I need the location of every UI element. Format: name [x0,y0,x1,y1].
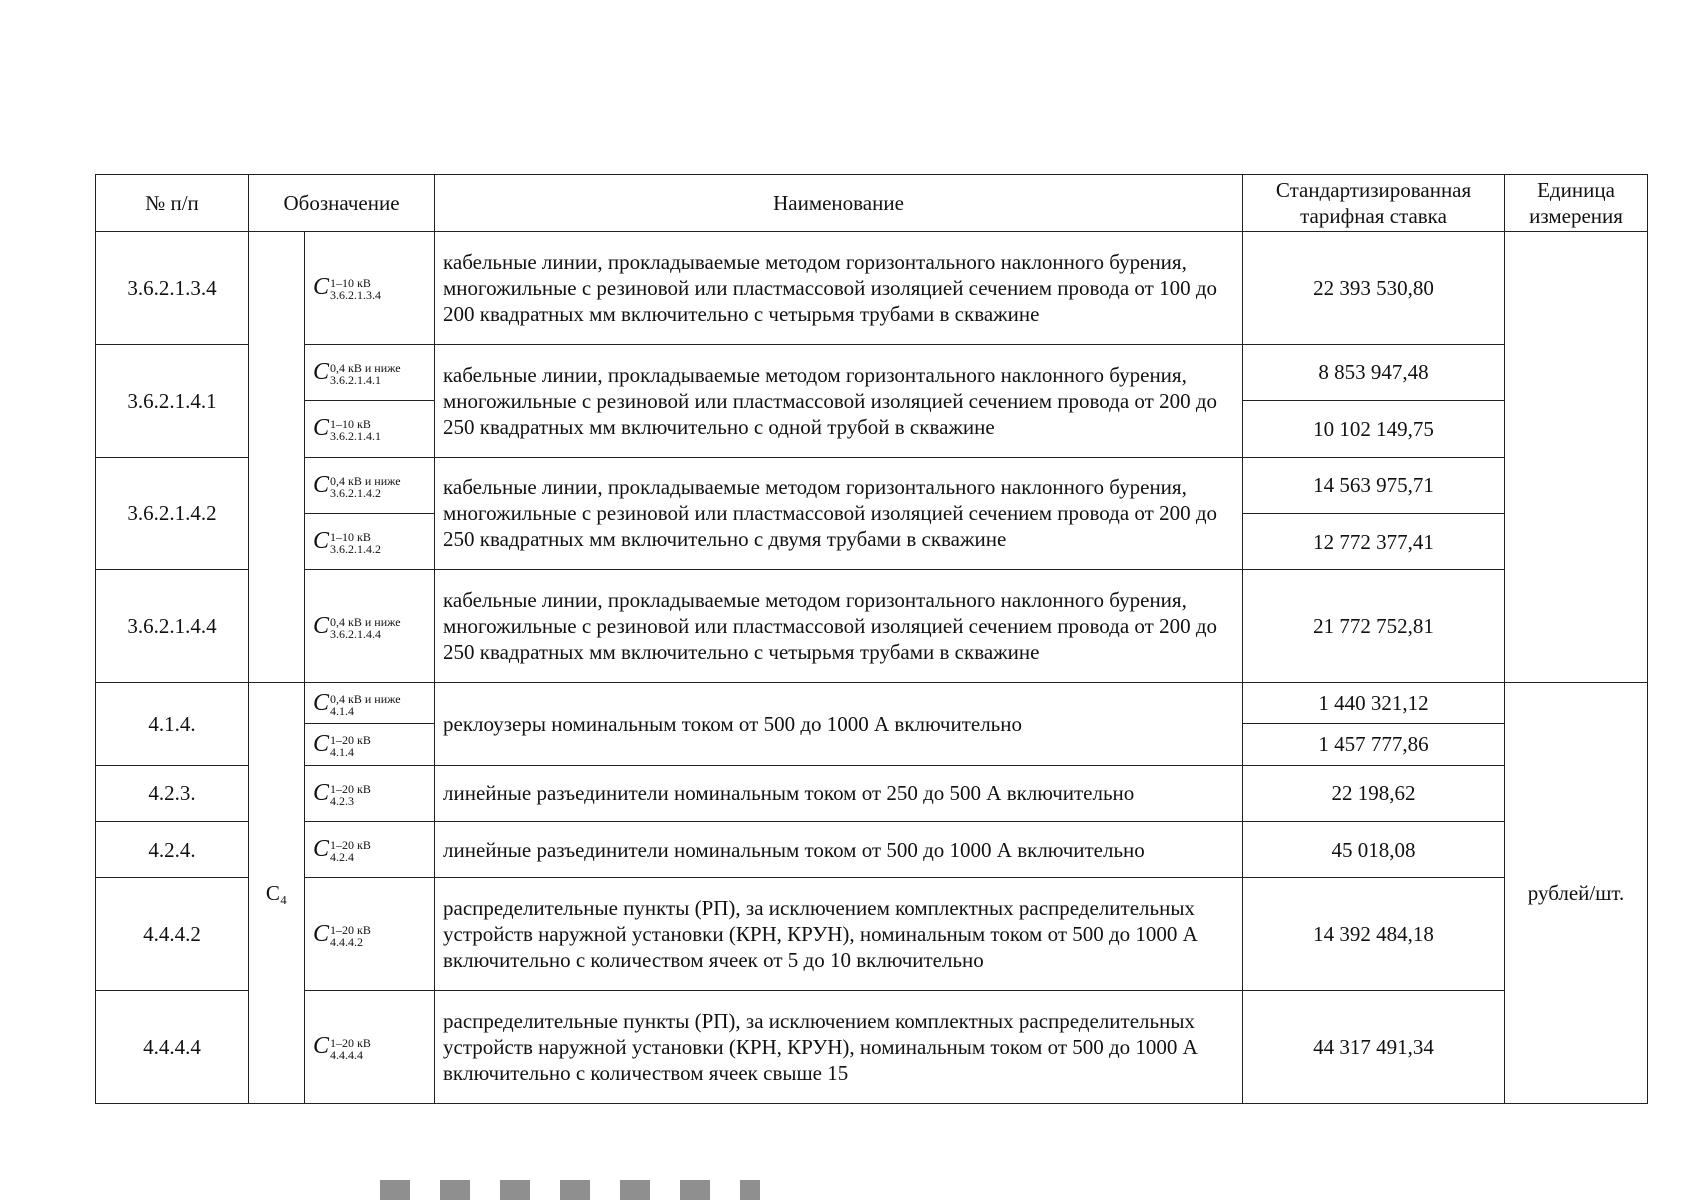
code-symbol: C [313,836,330,863]
item-name: линейные разъединители номинальным током от 500 до 1000 А включительно [435,821,1243,877]
code-superscript: 1–20 кВ [330,1035,371,1050]
designation-code [305,344,435,400]
table-body [96,232,1648,1104]
code-symbol: C [313,528,330,555]
tariff-rate: 45 018,08 [1243,821,1505,877]
item-name: кабельные линии, прокладываемые методом горизонтального наклонного бурения, многожильные с резиновой или пластмассовой изоляцией сечением провода от 200 до 250 квадратных мм включительно с четырьмя трубами в скважине [435,570,1243,683]
designation-code [305,821,435,877]
item-name: распределительные пункты (РП), за исключением комплектных распределительных устройств наружной установки (КРН, КРУН), номинальным током от 500 до 1000 А включительно с количеством ячеек свыше 15 [435,991,1243,1104]
table-row [96,765,1648,821]
code-indices [330,924,371,948]
code-indices [330,531,381,555]
code-symbol: C [313,612,330,639]
header-designation: Обозначение [249,175,435,232]
code-subscript: 4.4.4.2 [330,934,364,949]
code-superscript: 1–20 кВ [330,781,371,796]
code-superscript: 0,4 кВ и ниже [330,691,401,706]
tariff-rate: 8 853 947,48 [1243,344,1505,400]
item-name: реклоузеры номинальным током от 500 до 1000 А включительно [435,683,1243,765]
designation-code [305,232,435,345]
code-symbol: C [313,1033,330,1060]
tariff-rate: 14 563 975,71 [1243,457,1505,513]
tariff-rate: 44 317 491,34 [1243,991,1505,1104]
code-subscript: 3.6.2.1.4.2 [330,542,382,557]
tariff-rate: 1 440 321,12 [1243,683,1505,724]
table-row [96,570,1648,683]
code-indices [330,783,371,807]
tariff-rate: 14 392 484,18 [1243,878,1505,991]
table-row [96,232,1648,345]
row-number: 4.2.4. [96,821,249,877]
code-superscript: 0,4 кВ и ниже [330,361,401,376]
code-superscript: 1–20 кВ [330,922,371,937]
unit-value: рублей/шт. [1505,683,1648,1104]
code-subscript: 4.1.4 [330,745,355,760]
table-row [96,344,1648,400]
row-number: 3.6.2.1.4.2 [96,457,249,570]
header-num: № п/п [96,175,249,232]
code-subscript: 3.6.2.1.4.4 [330,626,382,641]
code-subscript: 3.6.2.1.4.1 [330,429,382,444]
code-subscript: 3.6.2.1.4.2 [330,485,382,500]
tariff-table [95,174,1648,1104]
code-symbol: C [313,358,330,385]
code-superscript: 1–20 кВ [330,733,371,748]
row-number: 4.1.4. [96,683,249,765]
tariff-rate: 12 772 377,41 [1243,513,1505,569]
group-cell-c4: C₄ [249,683,305,1104]
designation-code [305,457,435,513]
row-number: 3.6.2.1.3.4 [96,232,249,345]
code-indices [330,734,371,758]
code-indices [330,839,371,863]
row-number: 3.6.2.1.4.1 [96,344,249,457]
row-number: 3.6.2.1.4.4 [96,570,249,683]
code-symbol: C [313,415,330,442]
row-number: 4.2.3. [96,765,249,821]
item-name: распределительные пункты (РП), за исключением комплектных распределительных устройств наружной установки (КРН, КРУН), номинальным током от 500 до 1000 А включительно с количеством ячеек от 5 до 10 включительно [435,878,1243,991]
item-name: кабельные линии, прокладываемые методом горизонтального наклонного бурения, многожильные с резиновой или пластмассовой изоляцией сечением провода от 200 до 250 квадратных мм включительно с одной трубой в скважине [435,344,1243,457]
designation-code [305,570,435,683]
code-superscript: 1–10 кВ [330,417,371,432]
designation-code [305,878,435,991]
group-cell-empty [249,232,305,683]
designation-code [305,401,435,457]
code-indices [330,277,381,301]
code-symbol: C [313,920,330,947]
code-subscript: 4.2.4 [330,850,355,865]
designation-code [305,513,435,569]
header-rate: Стандартизированная тарифная ставка [1243,175,1505,232]
code-symbol: C [313,779,330,806]
unit-cell-empty [1505,232,1648,683]
code-indices [330,616,401,640]
tariff-rate: 22 198,62 [1243,765,1505,821]
code-symbol: C [313,689,330,716]
tariff-rate: 21 772 752,81 [1243,570,1505,683]
table-row [96,683,1648,724]
table-row [96,821,1648,877]
header-row [96,175,1648,232]
code-subscript: 4.2.3 [330,793,355,808]
designation-code [305,683,435,724]
header-unit: Единица измерения [1505,175,1648,232]
code-subscript: 4.1.4 [330,703,355,718]
code-superscript: 1–10 кВ [330,530,371,545]
table-row [96,457,1648,513]
header-name: Наименование [435,175,1243,232]
item-name: кабельные линии, прокладываемые методом горизонтального наклонного бурения, многожильные с резиновой или пластмассовой изоляцией сечением провода от 100 до 200 квадратных мм включительно с четырьмя трубами в скважине [435,232,1243,345]
table-row [96,878,1648,991]
row-number: 4.4.4.4 [96,991,249,1104]
code-subscript: 3.6.2.1.3.4 [330,288,382,303]
code-indices [330,475,401,499]
code-symbol: C [313,471,330,498]
code-subscript: 3.6.2.1.4.1 [330,373,382,388]
item-name: кабельные линии, прокладываемые методом горизонтального наклонного бурения, многожильные с резиновой или пластмассовой изоляцией сечением провода от 200 до 250 квадратных мм включительно с двумя трубами в скважине [435,457,1243,570]
code-superscript: 1–10 кВ [330,276,371,291]
code-symbol: C [313,730,330,757]
code-indices [330,418,381,442]
designation-code [305,724,435,765]
code-indices [330,1037,371,1061]
code-superscript: 1–20 кВ [330,838,371,853]
table-row [96,991,1648,1104]
code-indices [330,362,401,386]
designation-code [305,765,435,821]
tariff-rate: 10 102 149,75 [1243,401,1505,457]
scan-artifact [380,1180,760,1200]
code-superscript: 0,4 кВ и ниже [330,473,401,488]
tariff-rate: 1 457 777,86 [1243,724,1505,765]
row-number: 4.4.4.2 [96,878,249,991]
designation-code [305,991,435,1104]
code-symbol: C [313,274,330,301]
code-subscript: 4.4.4.4 [330,1047,364,1062]
code-indices [330,693,401,717]
item-name: линейные разъединители номинальным током от 250 до 500 А включительно [435,765,1243,821]
tariff-rate: 22 393 530,80 [1243,232,1505,345]
code-superscript: 0,4 кВ и ниже [330,614,401,629]
